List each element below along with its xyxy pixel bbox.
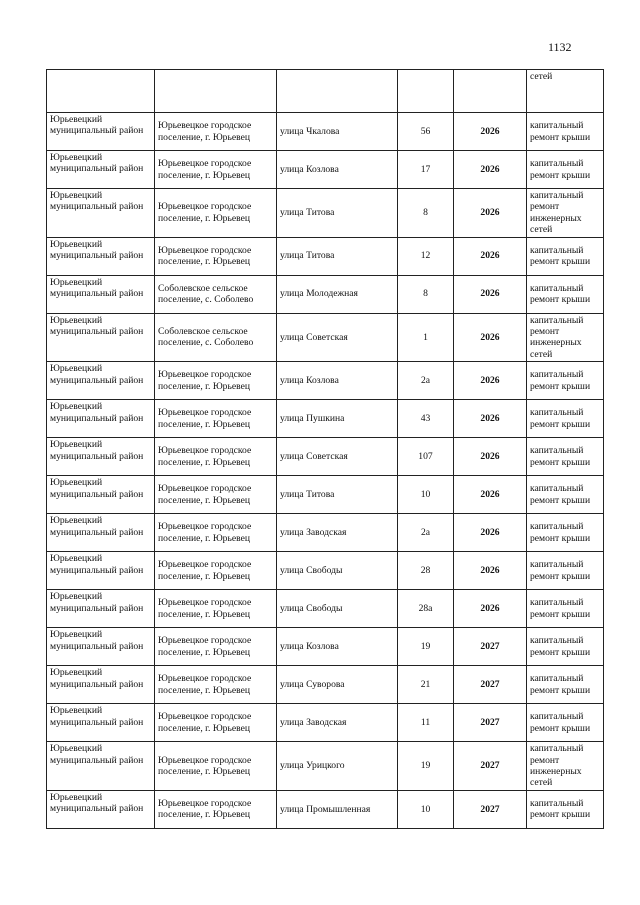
cell-street: улица Промышленная <box>277 790 398 828</box>
cell-house: 12 <box>398 237 454 275</box>
table-row-continuation <box>47 70 604 113</box>
cell-settlement: Юрьевецкое городское поселение, г. Юрьевец <box>155 189 277 238</box>
cell-district: Юрьевецкий муниципальный район <box>47 590 155 628</box>
cell-work: капитальный ремонт крыши <box>527 790 604 828</box>
table-row <box>47 514 604 552</box>
cell-settlement: Юрьевецкое городское поселение, г. Юрьевец <box>155 590 277 628</box>
cell-work: капитальный ремонт крыши <box>527 514 604 552</box>
cell-year: 2026 <box>454 151 527 189</box>
table-row <box>47 275 604 313</box>
cell-district: Юрьевецкий муниципальный район <box>47 476 155 514</box>
cell-year: 2026 <box>454 113 527 151</box>
cell-year: 2026 <box>454 362 527 400</box>
cell-district: Юрьевецкий муниципальный район <box>47 400 155 438</box>
cell-house: 43 <box>398 400 454 438</box>
cell-district <box>47 70 155 113</box>
cell-work: капитальный ремонт инженерных сетей <box>527 742 604 791</box>
cell-street: улица Титова <box>277 189 398 238</box>
cell-year: 2026 <box>454 189 527 238</box>
cell-street: улица Советская <box>277 313 398 362</box>
cell-work: капитальный ремонт крыши <box>527 552 604 590</box>
table-row <box>47 628 604 666</box>
cell-street: улица Титова <box>277 476 398 514</box>
cell-district: Юрьевецкий муниципальный район <box>47 628 155 666</box>
cell-settlement <box>155 70 277 113</box>
cell-year: 2027 <box>454 704 527 742</box>
cell-house: 21 <box>398 666 454 704</box>
cell-year: 2027 <box>454 666 527 704</box>
cell-house <box>398 70 454 113</box>
table-row <box>47 476 604 514</box>
cell-year <box>454 70 527 113</box>
cell-street: улица Заводская <box>277 514 398 552</box>
cell-work: капитальный ремонт крыши <box>527 151 604 189</box>
table-row <box>47 400 604 438</box>
cell-year: 2026 <box>454 552 527 590</box>
cell-year: 2027 <box>454 742 527 791</box>
cell-street: улица Козлова <box>277 151 398 189</box>
table-row <box>47 590 604 628</box>
cell-street: улица Молодежная <box>277 275 398 313</box>
cell-street: улица Свободы <box>277 590 398 628</box>
cell-district: Юрьевецкий муниципальный район <box>47 313 155 362</box>
cell-settlement: Юрьевецкое городское поселение, г. Юрьевец <box>155 552 277 590</box>
cell-house: 1 <box>398 313 454 362</box>
cell-work: капитальный ремонт крыши <box>527 628 604 666</box>
table-row <box>47 552 604 590</box>
cell-work: капитальный ремонт крыши <box>527 704 604 742</box>
cell-settlement: Юрьевецкое городское поселение, г. Юрьевец <box>155 790 277 828</box>
cell-district: Юрьевецкий муниципальный район <box>47 362 155 400</box>
cell-house: 10 <box>398 476 454 514</box>
cell-house: 19 <box>398 628 454 666</box>
table-row <box>47 704 604 742</box>
table-row <box>47 189 604 238</box>
cell-work: капитальный ремонт крыши <box>527 113 604 151</box>
cell-district: Юрьевецкий муниципальный район <box>47 275 155 313</box>
cell-settlement: Юрьевецкое городское поселение, г. Юрьевец <box>155 400 277 438</box>
cell-settlement: Юрьевецкое городское поселение, г. Юрьевец <box>155 362 277 400</box>
cell-house: 2а <box>398 514 454 552</box>
cell-house: 56 <box>398 113 454 151</box>
cell-year: 2026 <box>454 313 527 362</box>
cell-district: Юрьевецкий муниципальный район <box>47 704 155 742</box>
cell-work: капитальный ремонт крыши <box>527 666 604 704</box>
cell-street: улица Урицкого <box>277 742 398 791</box>
cell-work: капитальный ремонт крыши <box>527 590 604 628</box>
table-row <box>47 362 604 400</box>
cell-work: капитальный ремонт крыши <box>527 237 604 275</box>
cell-house: 11 <box>398 704 454 742</box>
cell-year: 2027 <box>454 628 527 666</box>
cell-settlement: Юрьевецкое городское поселение, г. Юрьевец <box>155 438 277 476</box>
cell-street: улица Козлова <box>277 628 398 666</box>
cell-settlement: Соболевское сельское поселение, с. Соболево <box>155 313 277 362</box>
cell-house: 2а <box>398 362 454 400</box>
cell-district: Юрьевецкий муниципальный район <box>47 151 155 189</box>
cell-work: капитальный ремонт крыши <box>527 476 604 514</box>
cell-settlement: Соболевское сельское поселение, с. Соболево <box>155 275 277 313</box>
cell-street: улица Козлова <box>277 362 398 400</box>
cell-street: улица Заводская <box>277 704 398 742</box>
table-row <box>47 438 604 476</box>
cell-year: 2026 <box>454 476 527 514</box>
cell-settlement: Юрьевецкое городское поселение, г. Юрьевец <box>155 628 277 666</box>
cell-district: Юрьевецкий муниципальный район <box>47 552 155 590</box>
cell-house: 19 <box>398 742 454 791</box>
cell-district: Юрьевецкий муниципальный район <box>47 742 155 791</box>
cell-house: 28 <box>398 552 454 590</box>
cell-house: 107 <box>398 438 454 476</box>
cell-work: капитальный ремонт крыши <box>527 400 604 438</box>
cell-house: 8 <box>398 275 454 313</box>
cell-year: 2026 <box>454 275 527 313</box>
cell-settlement: Юрьевецкое городское поселение, г. Юрьевец <box>155 476 277 514</box>
table-row <box>47 790 604 828</box>
cell-district: Юрьевецкий муниципальный район <box>47 790 155 828</box>
cell-year: 2027 <box>454 790 527 828</box>
cell-district: Юрьевецкий муниципальный район <box>47 113 155 151</box>
cell-work: капитальный ремонт инженерных сетей <box>527 313 604 362</box>
cell-work: капитальный ремонт крыши <box>527 275 604 313</box>
cell-year: 2026 <box>454 400 527 438</box>
cell-house: 8 <box>398 189 454 238</box>
cell-settlement: Юрьевецкое городское поселение, г. Юрьевец <box>155 237 277 275</box>
cell-street: улица Советская <box>277 438 398 476</box>
cell-street: улица Чкалова <box>277 113 398 151</box>
cell-work: капитальный ремонт крыши <box>527 362 604 400</box>
cell-settlement: Юрьевецкое городское поселение, г. Юрьевец <box>155 151 277 189</box>
cell-year: 2026 <box>454 514 527 552</box>
cell-house: 10 <box>398 790 454 828</box>
cell-street: улица Свободы <box>277 552 398 590</box>
cell-settlement: Юрьевецкое городское поселение, г. Юрьевец <box>155 704 277 742</box>
cell-district: Юрьевецкий муниципальный район <box>47 237 155 275</box>
repair-schedule-table <box>46 69 604 829</box>
table-row <box>47 113 604 151</box>
cell-district: Юрьевецкий муниципальный район <box>47 666 155 704</box>
cell-street: улица Суворова <box>277 666 398 704</box>
page-number: 1132 <box>548 40 572 54</box>
cell-street: улица Титова <box>277 237 398 275</box>
table-row <box>47 742 604 791</box>
cell-settlement: Юрьевецкое городское поселение, г. Юрьевец <box>155 113 277 151</box>
cell-settlement: Юрьевецкое городское поселение, г. Юрьевец <box>155 742 277 791</box>
cell-district: Юрьевецкий муниципальный район <box>47 514 155 552</box>
cell-work: капитальный ремонт крыши <box>527 438 604 476</box>
cell-district: Юрьевецкий муниципальный район <box>47 438 155 476</box>
table-row <box>47 666 604 704</box>
cell-year: 2026 <box>454 237 527 275</box>
table-row <box>47 237 604 275</box>
table-row <box>47 151 604 189</box>
cell-district: Юрьевецкий муниципальный район <box>47 189 155 238</box>
cell-street <box>277 70 398 113</box>
cell-year: 2026 <box>454 438 527 476</box>
cell-work: сетей <box>527 70 604 113</box>
cell-settlement: Юрьевецкое городское поселение, г. Юрьевец <box>155 666 277 704</box>
cell-year: 2026 <box>454 590 527 628</box>
table-row <box>47 313 604 362</box>
cell-settlement: Юрьевецкое городское поселение, г. Юрьевец <box>155 514 277 552</box>
cell-work: капитальный ремонт инженерных сетей <box>527 189 604 238</box>
cell-street: улица Пушкина <box>277 400 398 438</box>
cell-house: 28а <box>398 590 454 628</box>
cell-house: 17 <box>398 151 454 189</box>
